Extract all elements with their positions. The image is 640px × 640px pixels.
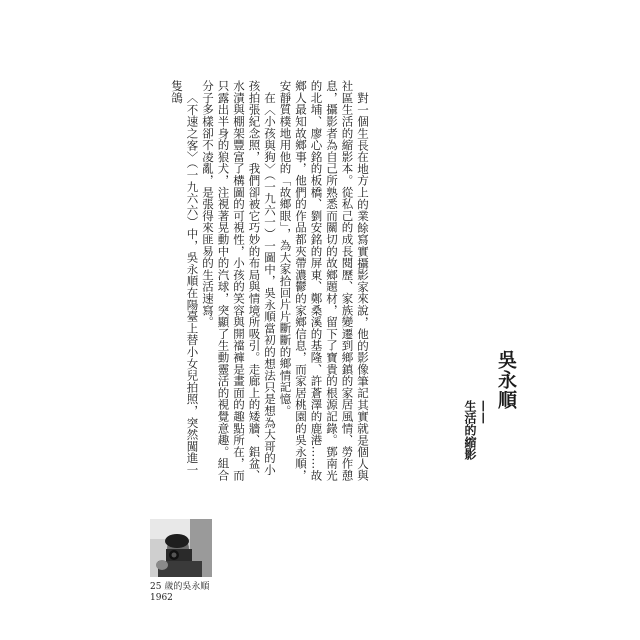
title-dash: ——	[477, 400, 491, 424]
paragraph-2: 在〈小孩與狗〉（一九六一）一圖中，吳永順當初的想法只是想為大哥的小孩拍張紀念照，我們卻被它巧妙的布局與情境所吸引。走廊上的矮牆、鋁盆、水漬與棚架豐富了構圖的可視性，小孩的笑容與開襠褲是畫面的趣點所在，而只露出半身的狼犬，注視著晃動中的汽球，突顯了生動靈活的視覺意趣。組合分子多樣卻不凌亂，是張得來匪易的生活速寫。	[201, 80, 277, 482]
body-text	[168, 80, 370, 482]
photo-caption	[150, 582, 209, 604]
caption-line-1: 25 歲的吳永順	[150, 582, 210, 592]
chapter-subtitle: 生活的縮影	[463, 400, 477, 460]
caption-line-2: 1962	[150, 593, 173, 603]
paragraph-1: 對一個生長在地方上的業餘寫實攝影家來說，他的影像筆記其實就是個人與社區生活的縮影本。從私己的成長閱歷、家族變遷到鄉鎮的家居風情、勞作憩息，攝影者為自己所熟悉而關切的故鄉題材，留下了寶貴的根源記錄。鄧南光的北埔、廖心銘的板橋、劉安銘的屏東、鄭桑溪的基隆、許蒼澤的鹿港……故鄉人最知故鄉事，他們的作品都夾帶濃鬱的家鄉信息，而家居桃園的吳永順，安靜質樸地用他的「故鄉眼」，為大家拾回片片斷斷的鄉情記憶。	[278, 80, 370, 482]
paragraph-3: 〈不速之客〉（一九六六）中，吳永順在陽臺上替小女兒拍照，突然闖進一隻鴿	[170, 80, 200, 476]
portrait-photo	[150, 519, 212, 577]
photographer-name: 吳永順	[495, 350, 517, 410]
portrait-image	[150, 519, 212, 577]
chapter-title	[463, 350, 517, 460]
